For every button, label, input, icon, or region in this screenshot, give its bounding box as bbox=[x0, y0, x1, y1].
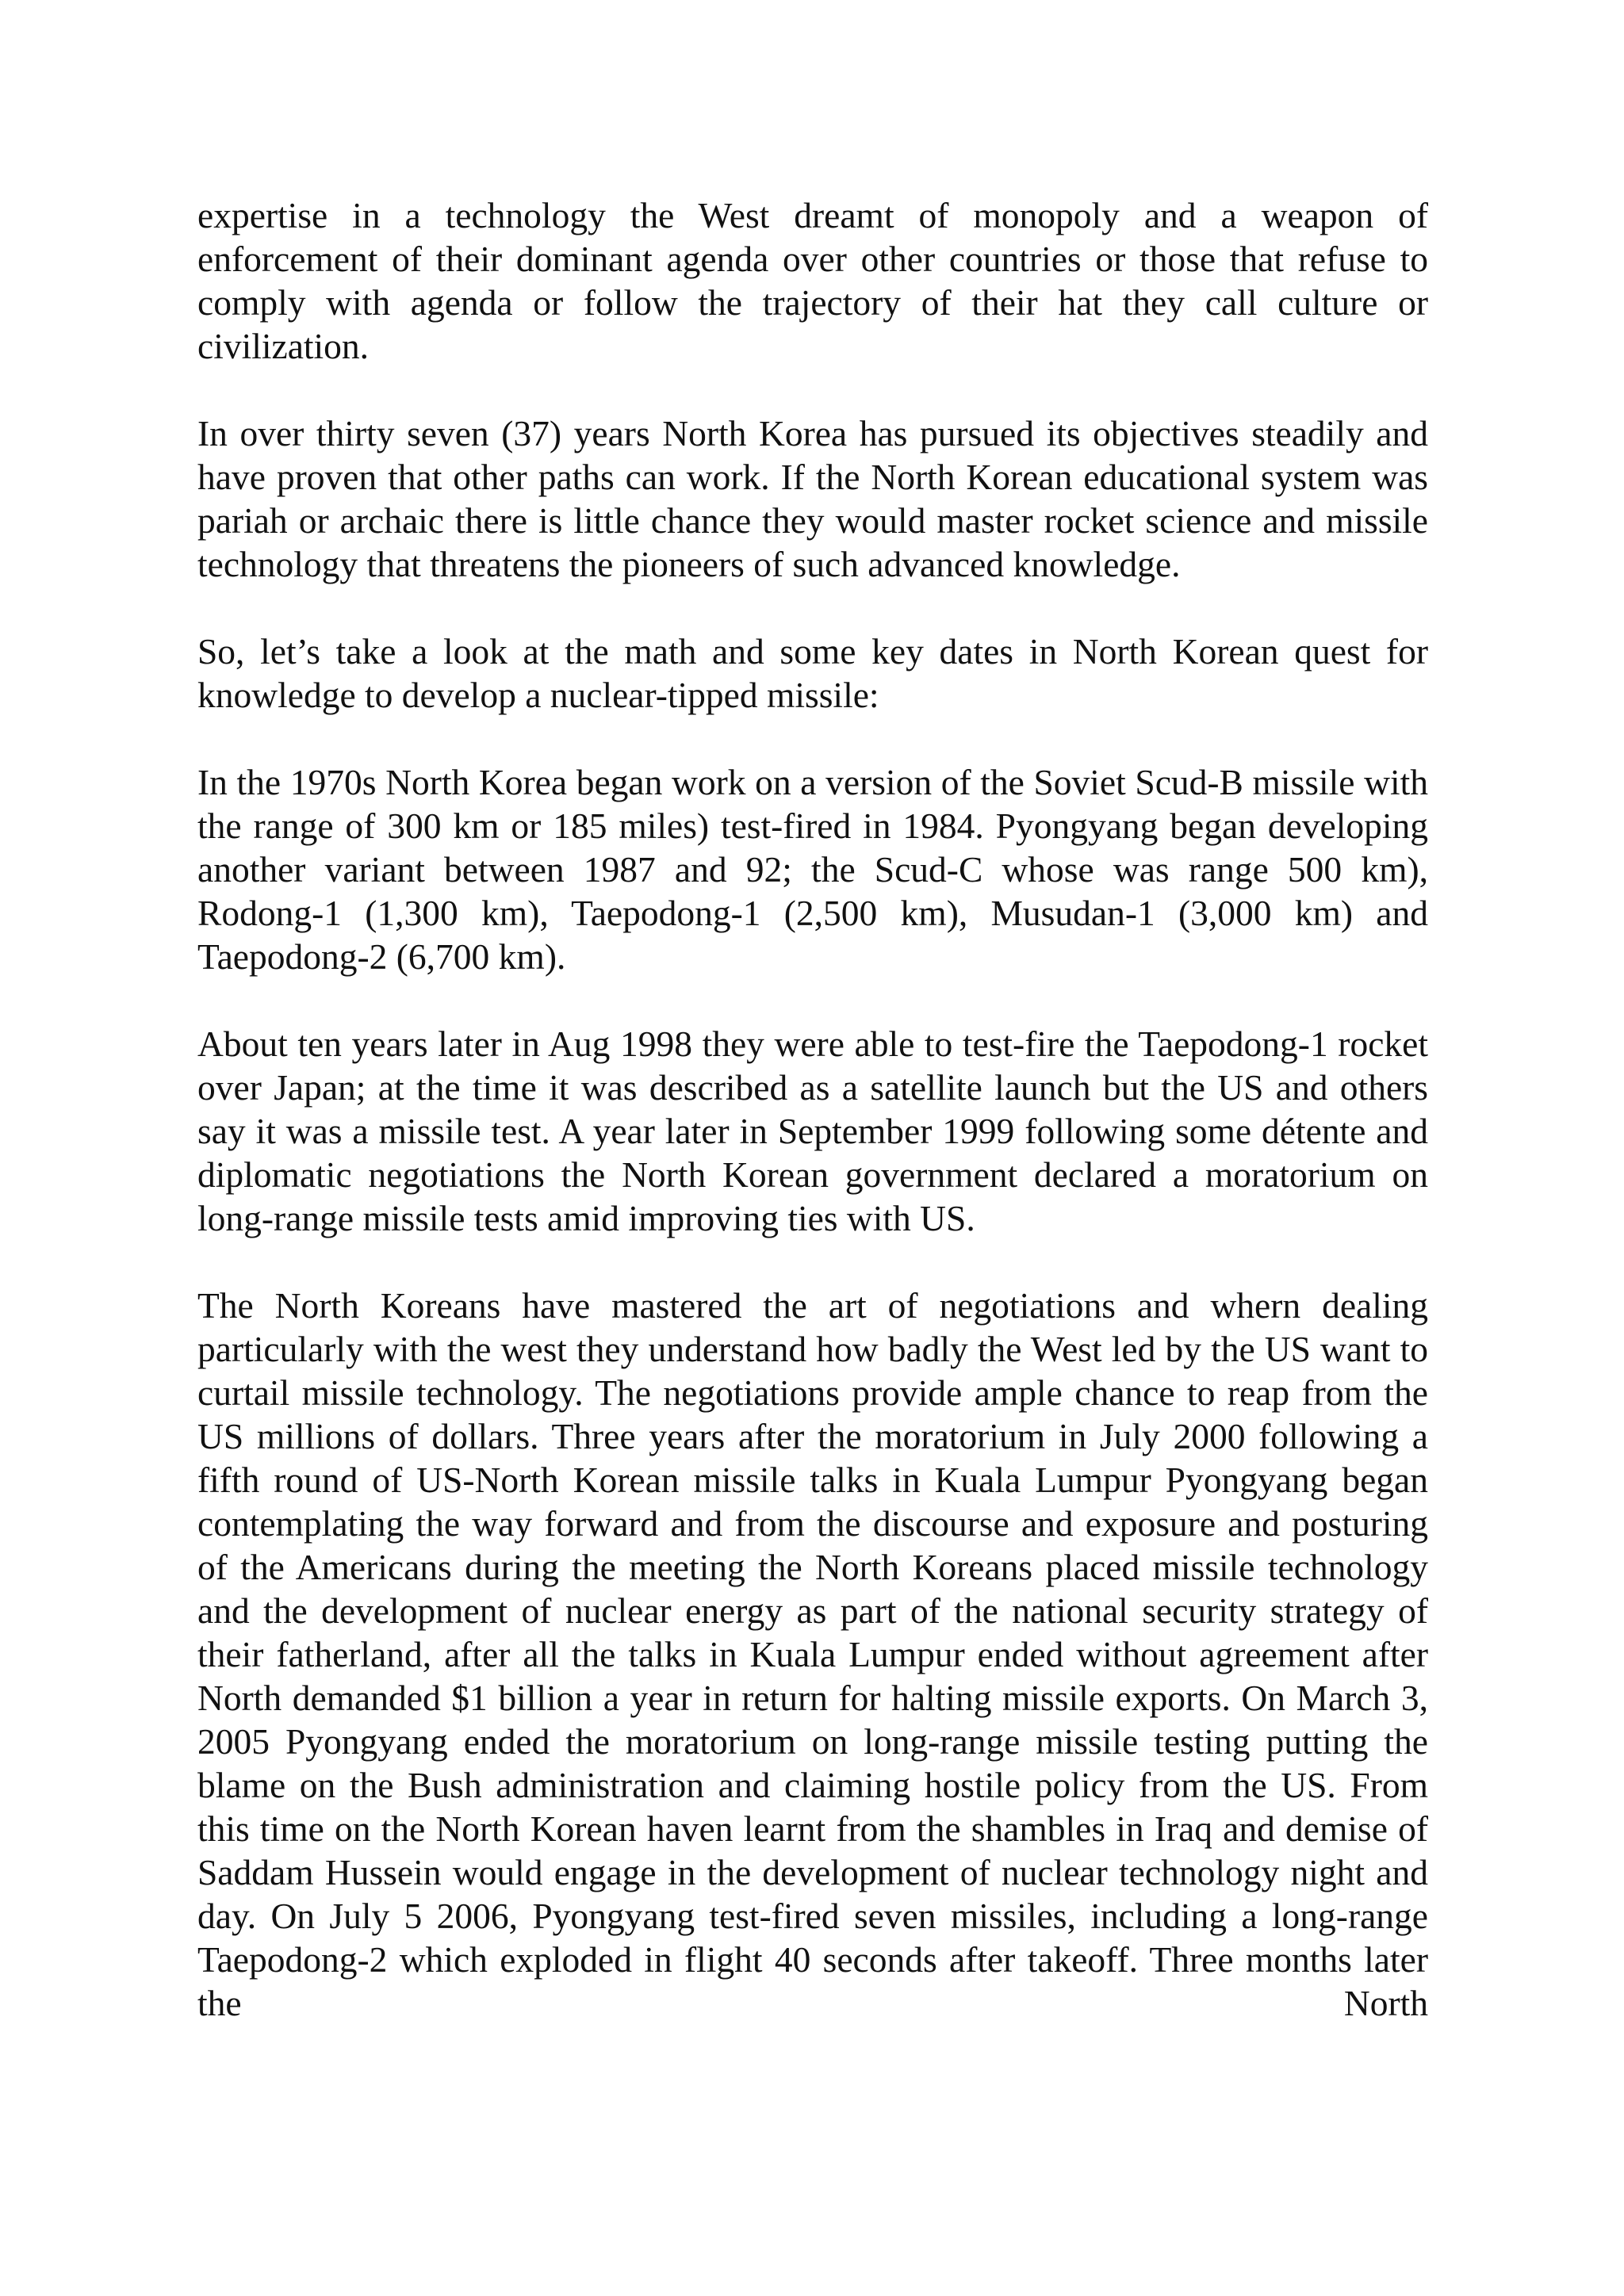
paragraph-2: In over thirty seven (37) years North Korea has pursued its objectives steadily and have proven that other paths can work. If the North Korean educational system was pariah or archaic there is little chance they would master rocket science and missile technology that threatens the pioneers of such advanced knowledge. bbox=[197, 413, 1428, 584]
paragraph-6: The North Koreans have mastered the art of negotiations and whern dealing particularly with the west they understand how badly the West led by the US want to curtail missile technology. The negotiations provide ample chance to reap from the US millions of dollars. Three years after the moratorium in July 2000 following a fifth round of US-North Korean missile talks in Kuala Lumpur Pyongyang began contemplating the way forward and from the discourse and exposure and posturing of the Americans during the meeting the North Koreans placed missile technology and the development of nuclear energy as part of the national security strategy of their fatherland, after all the talks in Kuala Lumpur ended without agreement after North demanded $1 billion a year in return for halting missile exports. On March 3, 2005 Pyongyang ended the moratorium on long-range missile testing putting the blame on the Bush administration and claiming hostile policy from the US. From this time on the North Korean haven learnt from the shambles in Iraq and demise of Saddam Hussein would engage in the development of nuclear technology night and day. On July 5 2006, Pyongyang test-fired seven missiles, including a long-range Taepodong-2 which exploded in flight 40 seconds after takeoff. Three months later the North bbox=[197, 1285, 1428, 2023]
paragraph-5: About ten years later in Aug 1998 they were able to test-fire the Taepodong-1 rocket over Japan; at the time it was described as a satellite launch but the US and others say it was a missile test. A year later in September 1999 following some détente and diplomatic negotiations the North Korean government declared a moratorium on long-range missile tests amid improving ties with US. bbox=[197, 1024, 1428, 1238]
paragraph-4: In the 1970s North Korea began work on a version of the Soviet Scud-B missile with the range of 300 km or 185 miles) test-fired in 1984. Pyongyang began developing another variant between 1987 and 92; the Scud-C whose was range 500 km), Rodong-1 (1,300 km), Taepodong-1 (2,500 km), Musudan-1 (3,000 km) and Taepodong-2 (6,700 km). bbox=[197, 762, 1428, 977]
document-body bbox=[197, 193, 1428, 2025]
paragraph-1: expertise in a technology the West dreamt of monopoly and a weapon of enforcement of their dominant agenda over other countries or those that refuse to comply with agenda or follow the trajectory of their hat they call culture or civilization. bbox=[197, 195, 1428, 366]
paragraph-3: So, let’s take a look at the math and some key dates in North Korean quest for knowledge to develop a nuclear-tipped missile: bbox=[197, 631, 1428, 715]
